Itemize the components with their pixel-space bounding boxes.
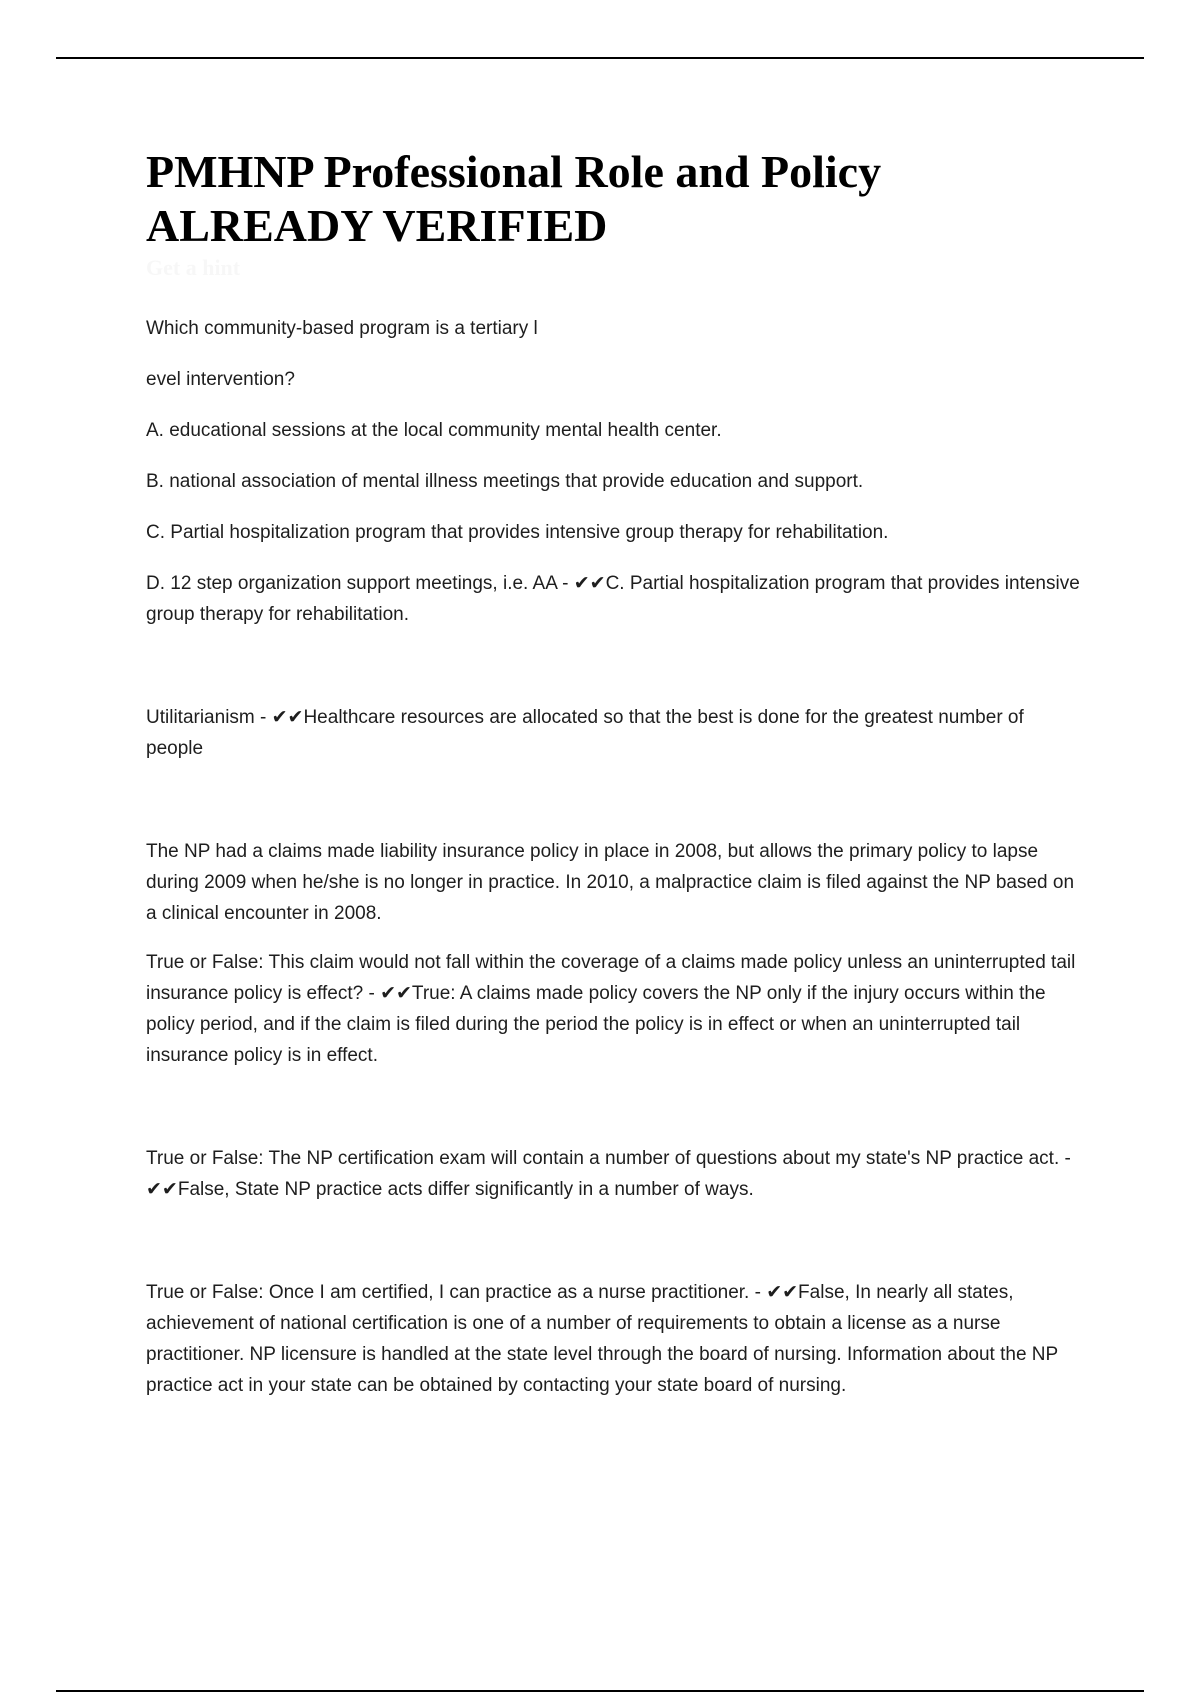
option-a: A. educational sessions at the local community mental health center. <box>146 420 722 441</box>
question-line: evel intervention? <box>146 369 295 390</box>
scenario-text: The NP had a claims made liability insurance policy in place in 2008, but allows the primary policy to lapse during 2009 when he/she is no longer in practice. In 2010, a malpractice claim is filed against the NP based on a clinical encounter in 2008. <box>146 841 1075 924</box>
question-answer: True or False: This claim would not fall within the coverage of a claims made policy unless an uninterrupted tail insurance policy is effect? - ✔✔True: A claims made policy covers the NP only if the injury occurs within the policy period, and if the claim is filed during the period the policy is in effect or when an uninterrupted tail insurance policy is in effect. <box>146 952 1076 1066</box>
qa-block-tertiary-intervention <box>146 313 1086 630</box>
document-title <box>146 145 1086 253</box>
option-b: B. national association of mental illness meetings that provide education and support. <box>146 471 864 492</box>
question-line: Which community-based program is a tertiary l <box>146 318 538 339</box>
qa-block-certified-practice <box>146 1277 1086 1401</box>
question-answer: True or False: The NP certification exam will contain a number of questions about my state's NP practice act. - ✔✔False, State NP practice acts differ significantly in a number of ways. <box>146 1148 1071 1200</box>
title-line-2: ALREADY VERIFIED <box>146 200 608 251</box>
top-rule <box>56 57 1144 59</box>
page-content <box>146 145 1086 1401</box>
bottom-rule <box>56 1690 1144 1692</box>
qa-block-certification-exam <box>146 1143 1086 1205</box>
qa-block-claims-made-policy <box>146 836 1086 1071</box>
qa-block-utilitarianism <box>146 702 1086 764</box>
option-d-answer: D. 12 step organization support meetings, i.e. AA - ✔✔C. Partial hospitalization program that provides intensive group therapy for rehabilitation. <box>146 573 1080 625</box>
option-c: C. Partial hospitalization program that provides intensive group therapy for rehabilitation. <box>146 522 889 543</box>
question-answer: True or False: Once I am certified, I can practice as a nurse practitioner. - ✔✔False, In nearly all states, achievement of national certification is one of a number of requirements to obtain a license as a nurse practitioner. NP licensure is handled at the state level through the board of nursing. Information about the NP practice act in your state can be obtained by contacting your state board of nursing. <box>146 1282 1058 1396</box>
faint-hint-text: Get a hint <box>146 255 241 280</box>
term-definition: Utilitarianism - ✔✔Healthcare resources are allocated so that the best is done for the greatest number of people <box>146 707 1024 759</box>
title-line-1: PMHNP Professional Role and Policy <box>146 146 882 197</box>
